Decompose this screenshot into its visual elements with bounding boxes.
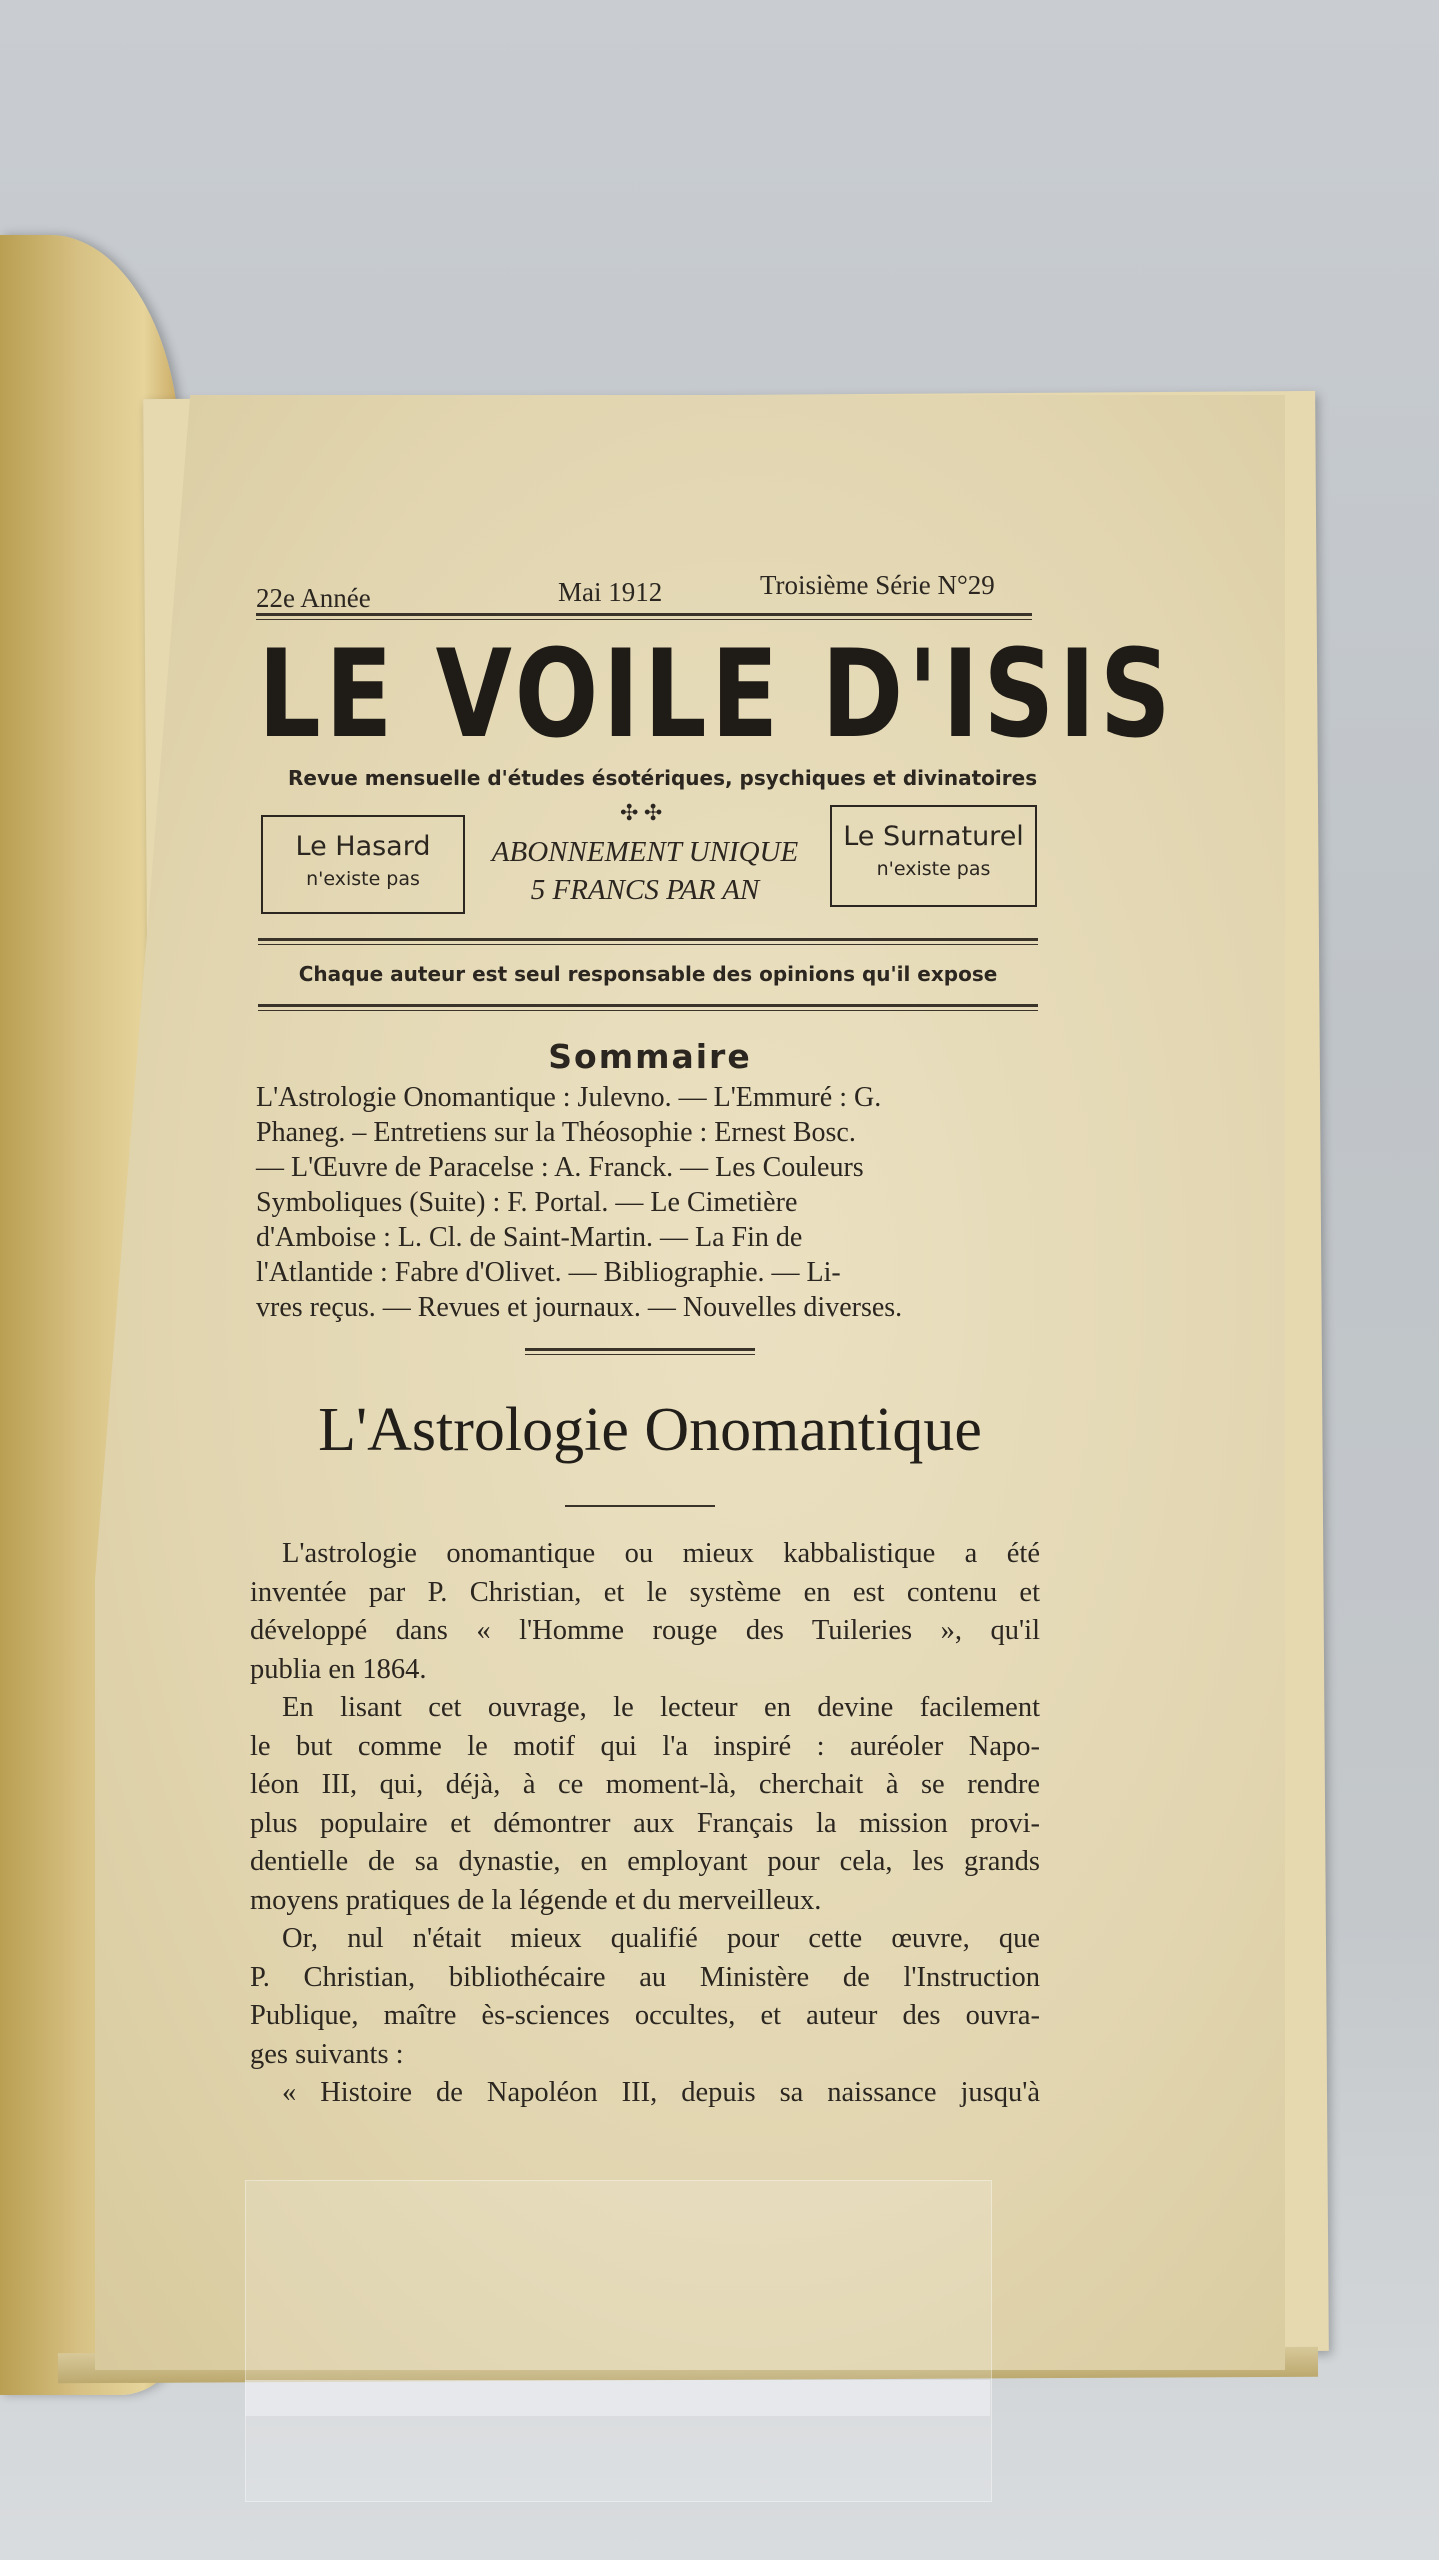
motto-left-line1: Le Hasard [295, 831, 431, 862]
article-line: Publique, maître ès-sciences occultes, et auteur des ouvra- [250, 2000, 1040, 2031]
article-line: En lisant cet ouvrage, le lecteur en devine facilement [282, 1692, 1040, 1723]
article-line: plus populaire et démontrer aux Français la mission provi- [250, 1807, 1040, 1839]
journal-subtitle: Revue mensuelle d'études ésotériques, psychiques et divinatoires [288, 766, 1038, 790]
motto-box-right [830, 805, 1037, 907]
article-line: inventée par P. Christian, et le système en est contenu et [250, 1576, 1040, 1608]
motto-right-line2: n'existe pas [876, 858, 991, 880]
article-line: développé dans « l'Homme rouge des Tuileries », qu'il [250, 1615, 1040, 1646]
masthead-rule-bottom [258, 1004, 1038, 1007]
subscription-notice [465, 833, 825, 909]
summary-title: Sommaire [548, 1037, 752, 1076]
summary-line: Symboliques (Suite) : F. Portal. — Le Cimetière [256, 1187, 798, 1218]
summary-end-rule [525, 1348, 755, 1351]
acrylic-stand-lip [245, 2380, 990, 2416]
article-line: P. Christian, bibliothécaire au Ministère de l'Instruction [250, 1961, 1040, 1993]
motto-left-line2: n'existe pas [306, 868, 420, 890]
summary-text [256, 1080, 1036, 1325]
article-line: L'astrologie onomantique ou mieux kabbalistique a été [282, 1538, 1040, 1569]
issue-date: Mai 1912 [558, 577, 663, 607]
responsibility-notice: Chaque auteur est seul responsable des opinions qu'il expose [298, 962, 998, 986]
issue-year: 22e Année [256, 583, 371, 613]
title-rule [565, 1505, 715, 1507]
motto-box-left [261, 815, 465, 914]
article-line: publia en 1864. [250, 1653, 427, 1685]
summary-line: d'Amboise : L. Cl. de Saint-Martin. — La Fin de [256, 1222, 803, 1253]
acrylic-stand [245, 2180, 992, 2502]
ornament: ✣ ✣ [620, 800, 663, 825]
header-rule [256, 613, 1032, 616]
summary-line: l'Atlantide : Fabre d'Olivet. — Bibliographie. — Li- [256, 1257, 841, 1288]
article-line: « Histoire de Napoléon III, depuis sa naissance jusqu'à [282, 2077, 1040, 2108]
masthead-rule-top [258, 938, 1038, 941]
summary-line: Phaneg. – Entretiens sur la Théosophie : Ernest Bosc. [256, 1117, 856, 1148]
article-title: L'Astrologie Onomantique [318, 1396, 982, 1464]
article-line: léon III, qui, déjà, à ce moment-là, cherchait à se rendre [250, 1769, 1040, 1800]
subscription-line2: 5 FRANCS PAR AN [530, 874, 760, 906]
article-line: dentielle de sa dynastie, en employant pour cela, les grands [250, 1846, 1040, 1877]
issue-series: Troisième Série N°29 [760, 570, 995, 600]
article-line: Or, nul n'était mieux qualifié pour cette œuvre, que [282, 1923, 1040, 1954]
article-line: ges suivants : [250, 2038, 404, 2070]
summary-line: — L'Œuvre de Paracelse : A. Franck. — Les Couleurs [256, 1152, 864, 1183]
summary-line: L'Astrologie Onomantique : Julevno. — L'Emmuré : G. [256, 1082, 882, 1113]
journal-title: LE VOILE D'ISIS [258, 625, 1176, 766]
motto-right-line1: Le Surnaturel [843, 821, 1024, 852]
article-line: moyens pratiques de la légende et du merveilleux. [250, 1884, 822, 1916]
article-body [250, 1535, 1040, 2113]
subscription-line1: ABONNEMENT UNIQUE [491, 836, 799, 868]
summary-line: vres reçus. — Revues et journaux. — Nouvelles diverses. [256, 1292, 903, 1323]
article-line: le but comme le motif qui l'a inspiré : auréoler Napo- [250, 1730, 1040, 1762]
